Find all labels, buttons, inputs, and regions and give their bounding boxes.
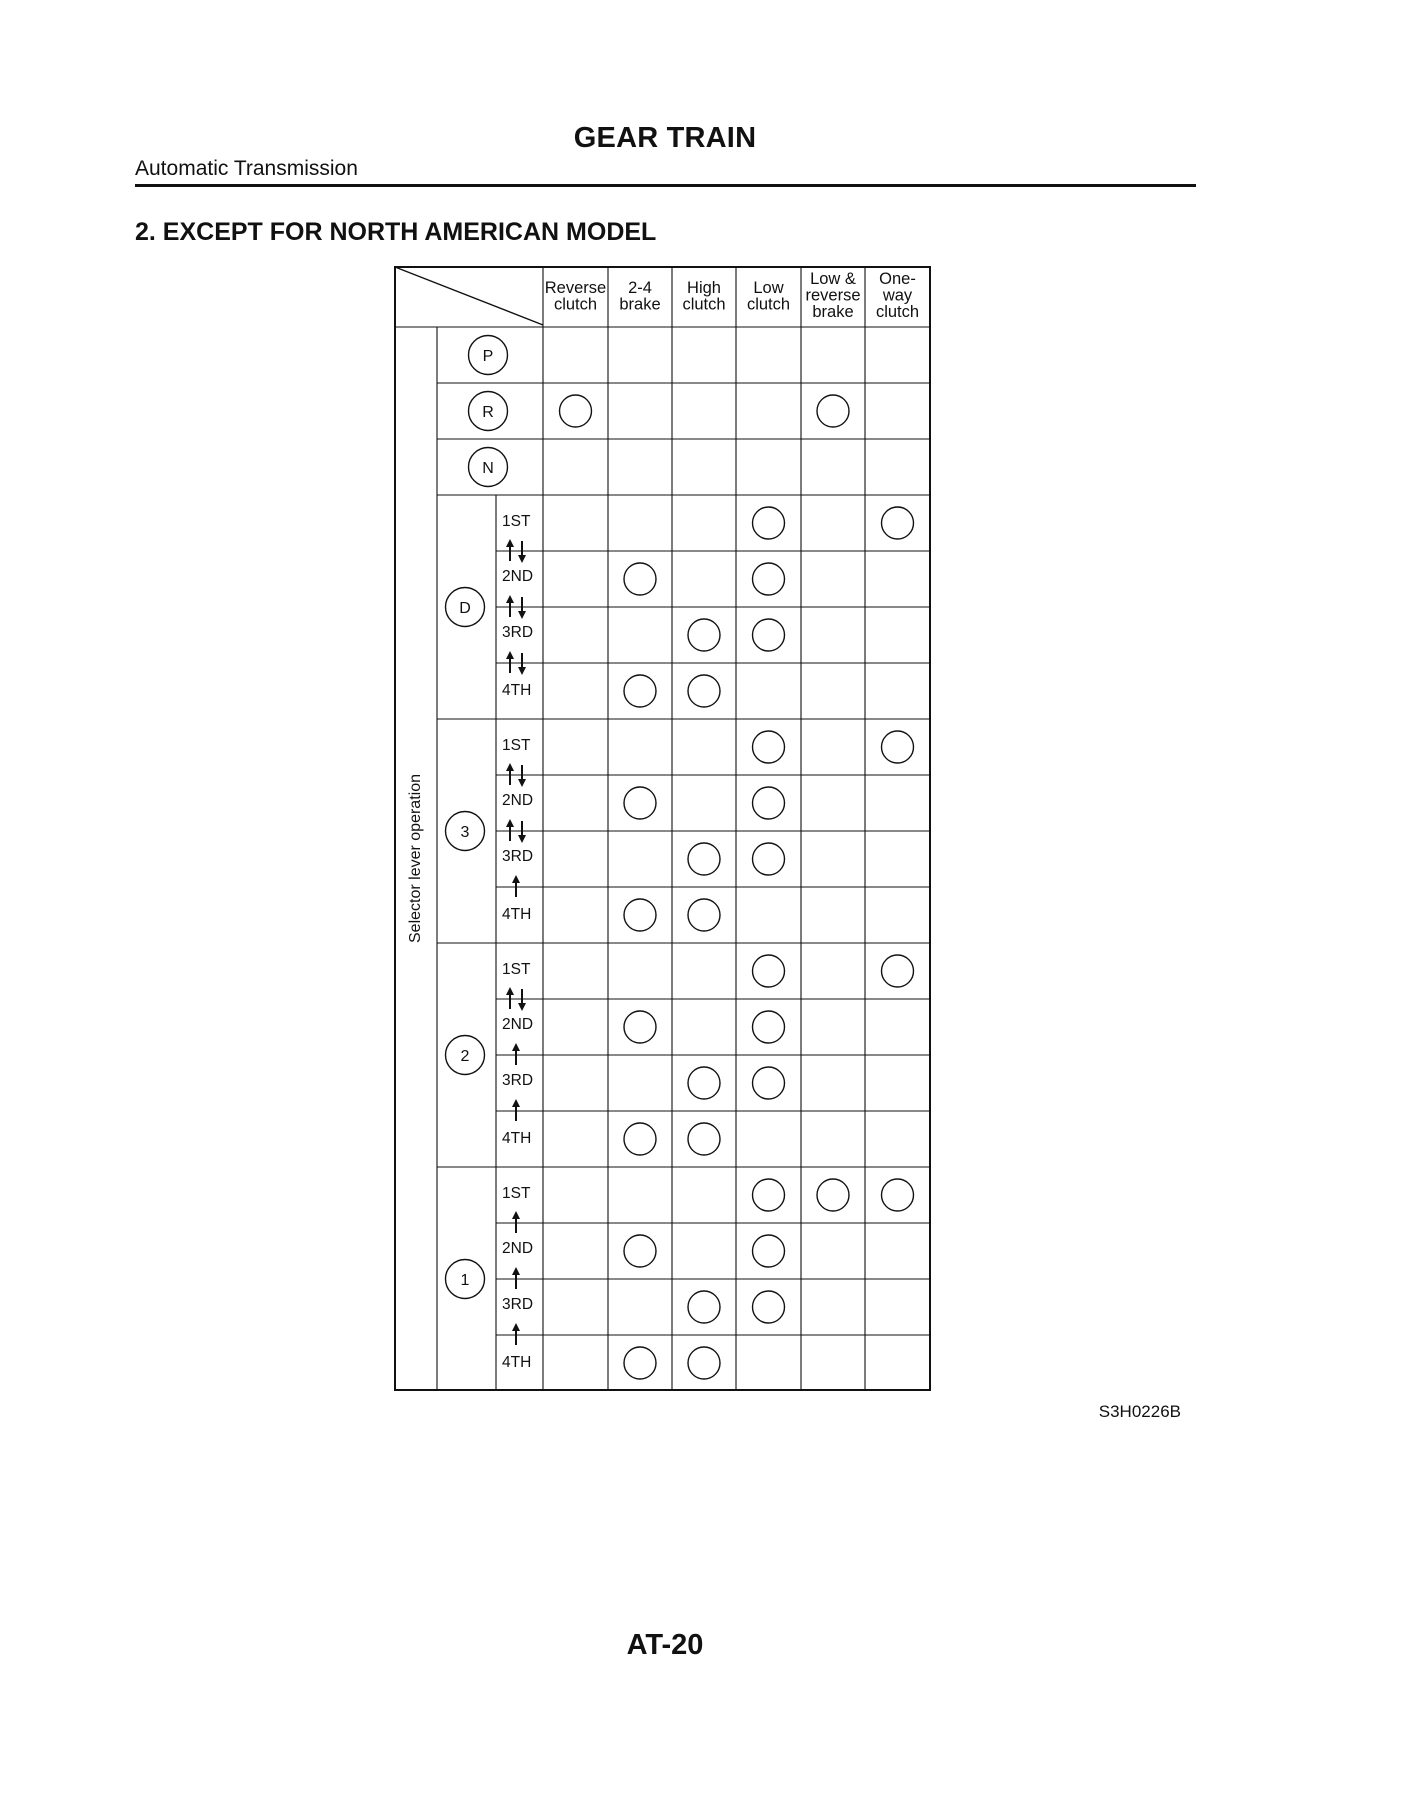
- gear-label-1-3RD: 3RD: [502, 1296, 534, 1313]
- gear-label-3-1ST: 1ST: [502, 737, 531, 754]
- shift-arrowhead-down-3-1: [518, 835, 526, 843]
- shift-arrowhead-up-D-1: [506, 595, 514, 603]
- shift-arrowhead-up-3-1: [506, 819, 514, 827]
- engaged-mark-2-4TH-col2: [688, 1123, 720, 1155]
- lever-label-3: 3: [460, 824, 470, 841]
- column-header-4-line-2: brake: [812, 303, 854, 321]
- engaged-mark-D-1ST-col3: [753, 507, 785, 539]
- row-axis-label: Selector lever operation: [407, 774, 424, 943]
- column-header-5-line-0: One-: [879, 270, 916, 288]
- engaged-mark-3-2ND-col3: [753, 787, 785, 819]
- lever-label-R: R: [482, 404, 494, 421]
- column-header-1-line-0: 2-4: [628, 279, 652, 297]
- shift-arrowhead-up-D-0: [506, 539, 514, 547]
- shift-arrowhead-up-1-1: [512, 1267, 520, 1275]
- engaged-mark-1-1ST-col4: [817, 1179, 849, 1211]
- lever-label-D: D: [459, 600, 471, 617]
- gear-label-3-4TH: 4TH: [502, 906, 532, 923]
- engaged-mark-1-4TH-col2: [688, 1347, 720, 1379]
- engaged-mark-2-2ND-col1: [624, 1011, 656, 1043]
- engaged-mark-3-1ST-col5: [882, 731, 914, 763]
- gear-label-2-1ST: 1ST: [502, 961, 531, 978]
- column-header-3-line-1: clutch: [746, 295, 791, 314]
- column-header-4-line-0: Low &: [810, 270, 856, 288]
- column-header-5-line-2: clutch: [875, 303, 920, 321]
- shift-arrowhead-up-2-1: [512, 1043, 520, 1051]
- column-header-2-line-0: High: [687, 279, 721, 297]
- gear-label-D-4TH: 4TH: [502, 682, 532, 699]
- engaged-mark-R-row-col0: [560, 395, 592, 427]
- engaged-mark-D-3RD-col3: [753, 619, 785, 651]
- shift-arrowhead-up-2-0: [506, 987, 514, 995]
- engaged-mark-3-2ND-col1: [624, 787, 656, 819]
- gear-label-1-2ND: 2ND: [502, 1240, 534, 1257]
- engaged-mark-1-1ST-col3: [753, 1179, 785, 1211]
- engaged-mark-D-3RD-col2: [688, 619, 720, 651]
- engaged-mark-2-1ST-col3: [753, 955, 785, 987]
- engaged-mark-2-2ND-col3: [753, 1011, 785, 1043]
- engaged-mark-1-2ND-col1: [624, 1235, 656, 1267]
- shift-arrowhead-up-1-0: [512, 1211, 520, 1219]
- table-border: [395, 267, 930, 1390]
- shift-arrowhead-down-D-1: [518, 611, 526, 619]
- lever-label-2: 2: [460, 1048, 470, 1065]
- shift-arrowhead-up-2-2: [512, 1099, 520, 1107]
- engaged-mark-3-3RD-col3: [753, 843, 785, 875]
- column-header-5-line-1: way: [882, 286, 913, 305]
- gear-label-1-4TH: 4TH: [502, 1354, 532, 1371]
- gear-label-D-3RD: 3RD: [502, 624, 534, 641]
- gear-label-2-4TH: 4TH: [502, 1130, 532, 1147]
- engaged-mark-1-2ND-col3: [753, 1235, 785, 1267]
- engaged-mark-D-4TH-col1: [624, 675, 656, 707]
- lever-label-P: P: [482, 348, 494, 365]
- engaged-mark-D-2ND-col3: [753, 563, 785, 595]
- engaged-mark-3-4TH-col1: [624, 899, 656, 931]
- engaged-mark-D-2ND-col1: [624, 563, 656, 595]
- column-header-0-line-1: clutch: [553, 295, 598, 314]
- shift-arrowhead-up-3-2: [512, 875, 520, 883]
- shift-arrowhead-up-3-0: [506, 763, 514, 771]
- engaged-mark-1-4TH-col1: [624, 1347, 656, 1379]
- shift-arrowhead-down-D-0: [518, 555, 526, 563]
- engaged-mark-R-row-col4: [817, 395, 849, 427]
- shift-arrowhead-down-2-0: [518, 1003, 526, 1011]
- engaged-mark-1-3RD-col3: [753, 1291, 785, 1323]
- diagram-code: S3H0226B: [1098, 1402, 1181, 1421]
- gear-label-3-3RD: 3RD: [502, 848, 534, 865]
- page-number: AT-20: [626, 1629, 704, 1661]
- shift-arrowhead-up-1-2: [512, 1323, 520, 1331]
- engaged-mark-3-3RD-col2: [688, 843, 720, 875]
- shift-arrowhead-up-D-2: [506, 651, 514, 659]
- column-header-4-line-1: reverse: [805, 286, 861, 305]
- gear-label-2-3RD: 3RD: [502, 1072, 534, 1089]
- header-diagonal: [395, 267, 543, 325]
- column-header-1-line-1: brake: [619, 295, 661, 314]
- engaged-mark-3-1ST-col3: [753, 731, 785, 763]
- engaged-mark-2-1ST-col5: [882, 955, 914, 987]
- lever-label-N: N: [482, 460, 494, 477]
- gear-label-3-2ND: 2ND: [502, 792, 534, 809]
- page-title: GEAR TRAIN: [573, 122, 757, 154]
- engaged-mark-D-4TH-col2: [688, 675, 720, 707]
- shift-arrowhead-down-D-2: [518, 667, 526, 675]
- gear-label-2-2ND: 2ND: [502, 1016, 534, 1033]
- gear-label-D-1ST: 1ST: [502, 513, 531, 530]
- column-header-0-line-0: Reverse: [544, 279, 607, 297]
- engaged-mark-D-1ST-col5: [882, 507, 914, 539]
- gear-label-1-1ST: 1ST: [502, 1185, 531, 1202]
- engaged-mark-2-3RD-col2: [688, 1067, 720, 1099]
- gear-label-D-2ND: 2ND: [502, 568, 534, 585]
- engaged-mark-1-1ST-col5: [882, 1179, 914, 1211]
- section-heading: 2. EXCEPT FOR NORTH AMERICAN MODEL: [135, 218, 657, 246]
- section-label: Automatic Transmission: [135, 157, 358, 180]
- shift-arrowhead-down-3-0: [518, 779, 526, 787]
- engaged-mark-2-3RD-col3: [753, 1067, 785, 1099]
- engaged-mark-1-3RD-col2: [688, 1291, 720, 1323]
- engaged-mark-2-4TH-col1: [624, 1123, 656, 1155]
- column-header-2-line-1: clutch: [682, 295, 726, 314]
- column-header-3-line-0: Low: [753, 279, 784, 297]
- lever-label-1: 1: [460, 1272, 470, 1289]
- engaged-mark-3-4TH-col2: [688, 899, 720, 931]
